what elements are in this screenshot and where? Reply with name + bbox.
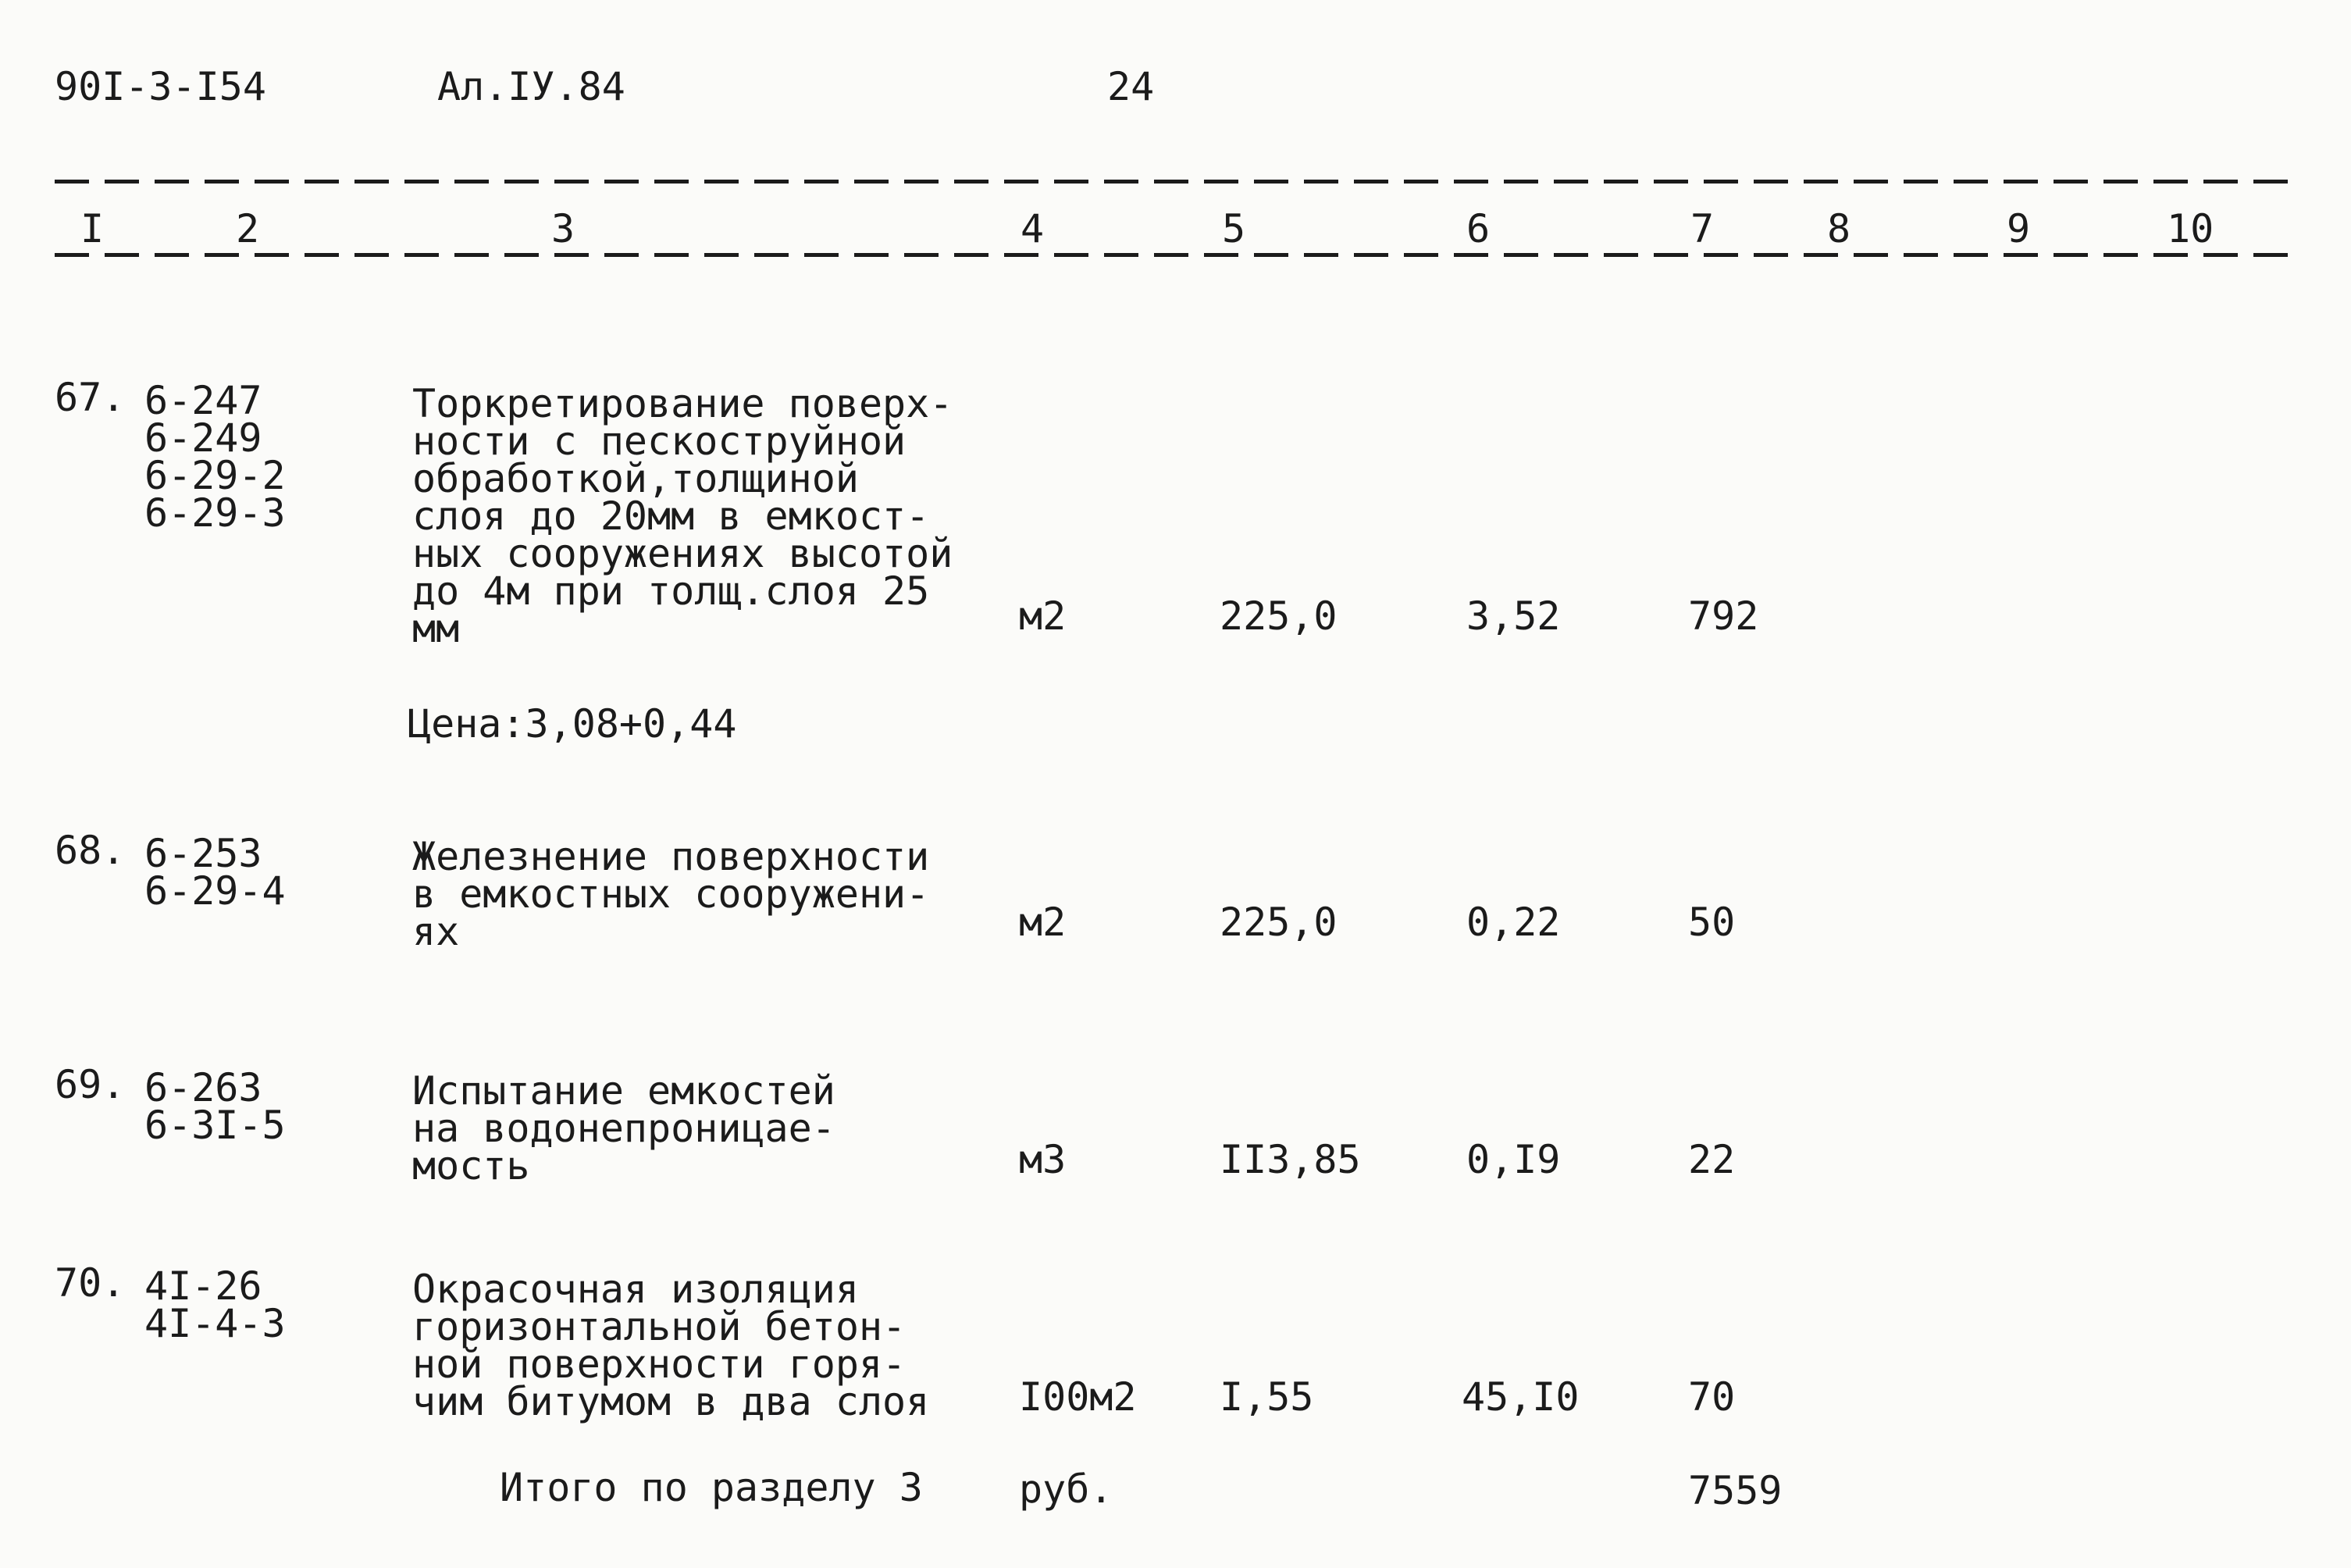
column-header-4: 4 <box>1021 206 1045 251</box>
quantity: II3,85 <box>1220 1137 1361 1182</box>
price-note: Цена:3,08+0,44 <box>408 701 737 747</box>
work-description-line: ности с пескоструйной <box>412 419 907 464</box>
unit: м2 <box>1019 593 1067 639</box>
unit-price: 0,I9 <box>1466 1137 1561 1182</box>
column-header-10: 10 <box>2167 206 2214 251</box>
quantity: 225,0 <box>1220 900 1338 945</box>
work-description-line: на водонепроницае- <box>412 1106 835 1151</box>
column-header-7: 7 <box>1690 206 1715 251</box>
total-cost: 70 <box>1688 1374 1736 1420</box>
unit: м3 <box>1019 1137 1067 1182</box>
column-header-5: 5 <box>1222 206 1246 251</box>
top-divider <box>55 180 2296 184</box>
work-description-line: мость <box>412 1143 530 1188</box>
column-header-6: 6 <box>1466 206 1491 251</box>
work-description-line: Испытание емкостей <box>412 1068 835 1114</box>
total-cost: 22 <box>1688 1137 1736 1182</box>
header-divider <box>55 253 2296 257</box>
resource-code: 6-263 <box>144 1065 262 1110</box>
resource-code: 6-29-3 <box>144 490 286 536</box>
section-total-unit: руб. <box>1019 1466 1113 1512</box>
unit-price: 45,I0 <box>1462 1374 1580 1420</box>
column-header-8: 8 <box>1827 206 1851 251</box>
row-number: 67. <box>55 375 126 420</box>
section-total-label: Итого по разделу 3 <box>500 1465 923 1510</box>
unit: м2 <box>1019 900 1067 945</box>
column-header-1: I <box>80 206 105 251</box>
resource-code: 6-247 <box>144 378 262 423</box>
total-cost: 50 <box>1688 900 1736 945</box>
work-description-line: Железнение поверхности <box>412 834 930 879</box>
work-description-line: ных сооружениях высотой <box>412 531 953 576</box>
resource-code: 6-249 <box>144 415 262 461</box>
page-number: 24 <box>1107 64 1155 109</box>
sheet-reference: Ал.IУ.84 <box>437 64 625 109</box>
work-description-line: ной поверхности горя- <box>412 1342 907 1387</box>
row-number: 68. <box>55 828 126 873</box>
column-header-9: 9 <box>2007 206 2031 251</box>
resource-code: 6-29-4 <box>144 868 286 914</box>
row-number: 69. <box>55 1062 126 1107</box>
work-description-line: мм <box>412 606 460 651</box>
work-description-line: Окрасочная изоляция <box>412 1267 859 1312</box>
resource-code: 6-3I-5 <box>144 1103 286 1148</box>
doc-code: 90I-3-I54 <box>55 64 266 109</box>
work-description-line: до 4м при толщ.слоя 25 <box>412 568 930 614</box>
resource-code: 4I-4-3 <box>144 1301 286 1346</box>
work-description-line: ях <box>412 909 460 954</box>
work-description-line: чим битумом в два слоя <box>412 1379 930 1424</box>
resource-code: 6-253 <box>144 831 262 876</box>
work-description-line: горизонтальной бетон- <box>412 1304 907 1349</box>
work-description-line: слоя до 20мм в емкост- <box>412 494 930 539</box>
quantity: I,55 <box>1220 1374 1314 1420</box>
total-cost: 792 <box>1688 593 1759 639</box>
column-header-3: 3 <box>551 206 575 251</box>
resource-code: 4I-26 <box>144 1263 262 1309</box>
work-description-line: обработкой,толщиной <box>412 456 859 501</box>
work-description-line: Торкретирование поверх- <box>412 381 953 426</box>
section-total-amount: 7559 <box>1688 1468 1783 1513</box>
unit-price: 0,22 <box>1466 900 1561 945</box>
column-header-2: 2 <box>236 206 260 251</box>
unit-price: 3,52 <box>1466 593 1561 639</box>
resource-code: 6-29-2 <box>144 453 286 498</box>
row-number: 70. <box>55 1260 126 1306</box>
quantity: 225,0 <box>1220 593 1338 639</box>
unit: I00м2 <box>1019 1374 1137 1420</box>
work-description-line: в емкостных сооружени- <box>412 871 930 917</box>
